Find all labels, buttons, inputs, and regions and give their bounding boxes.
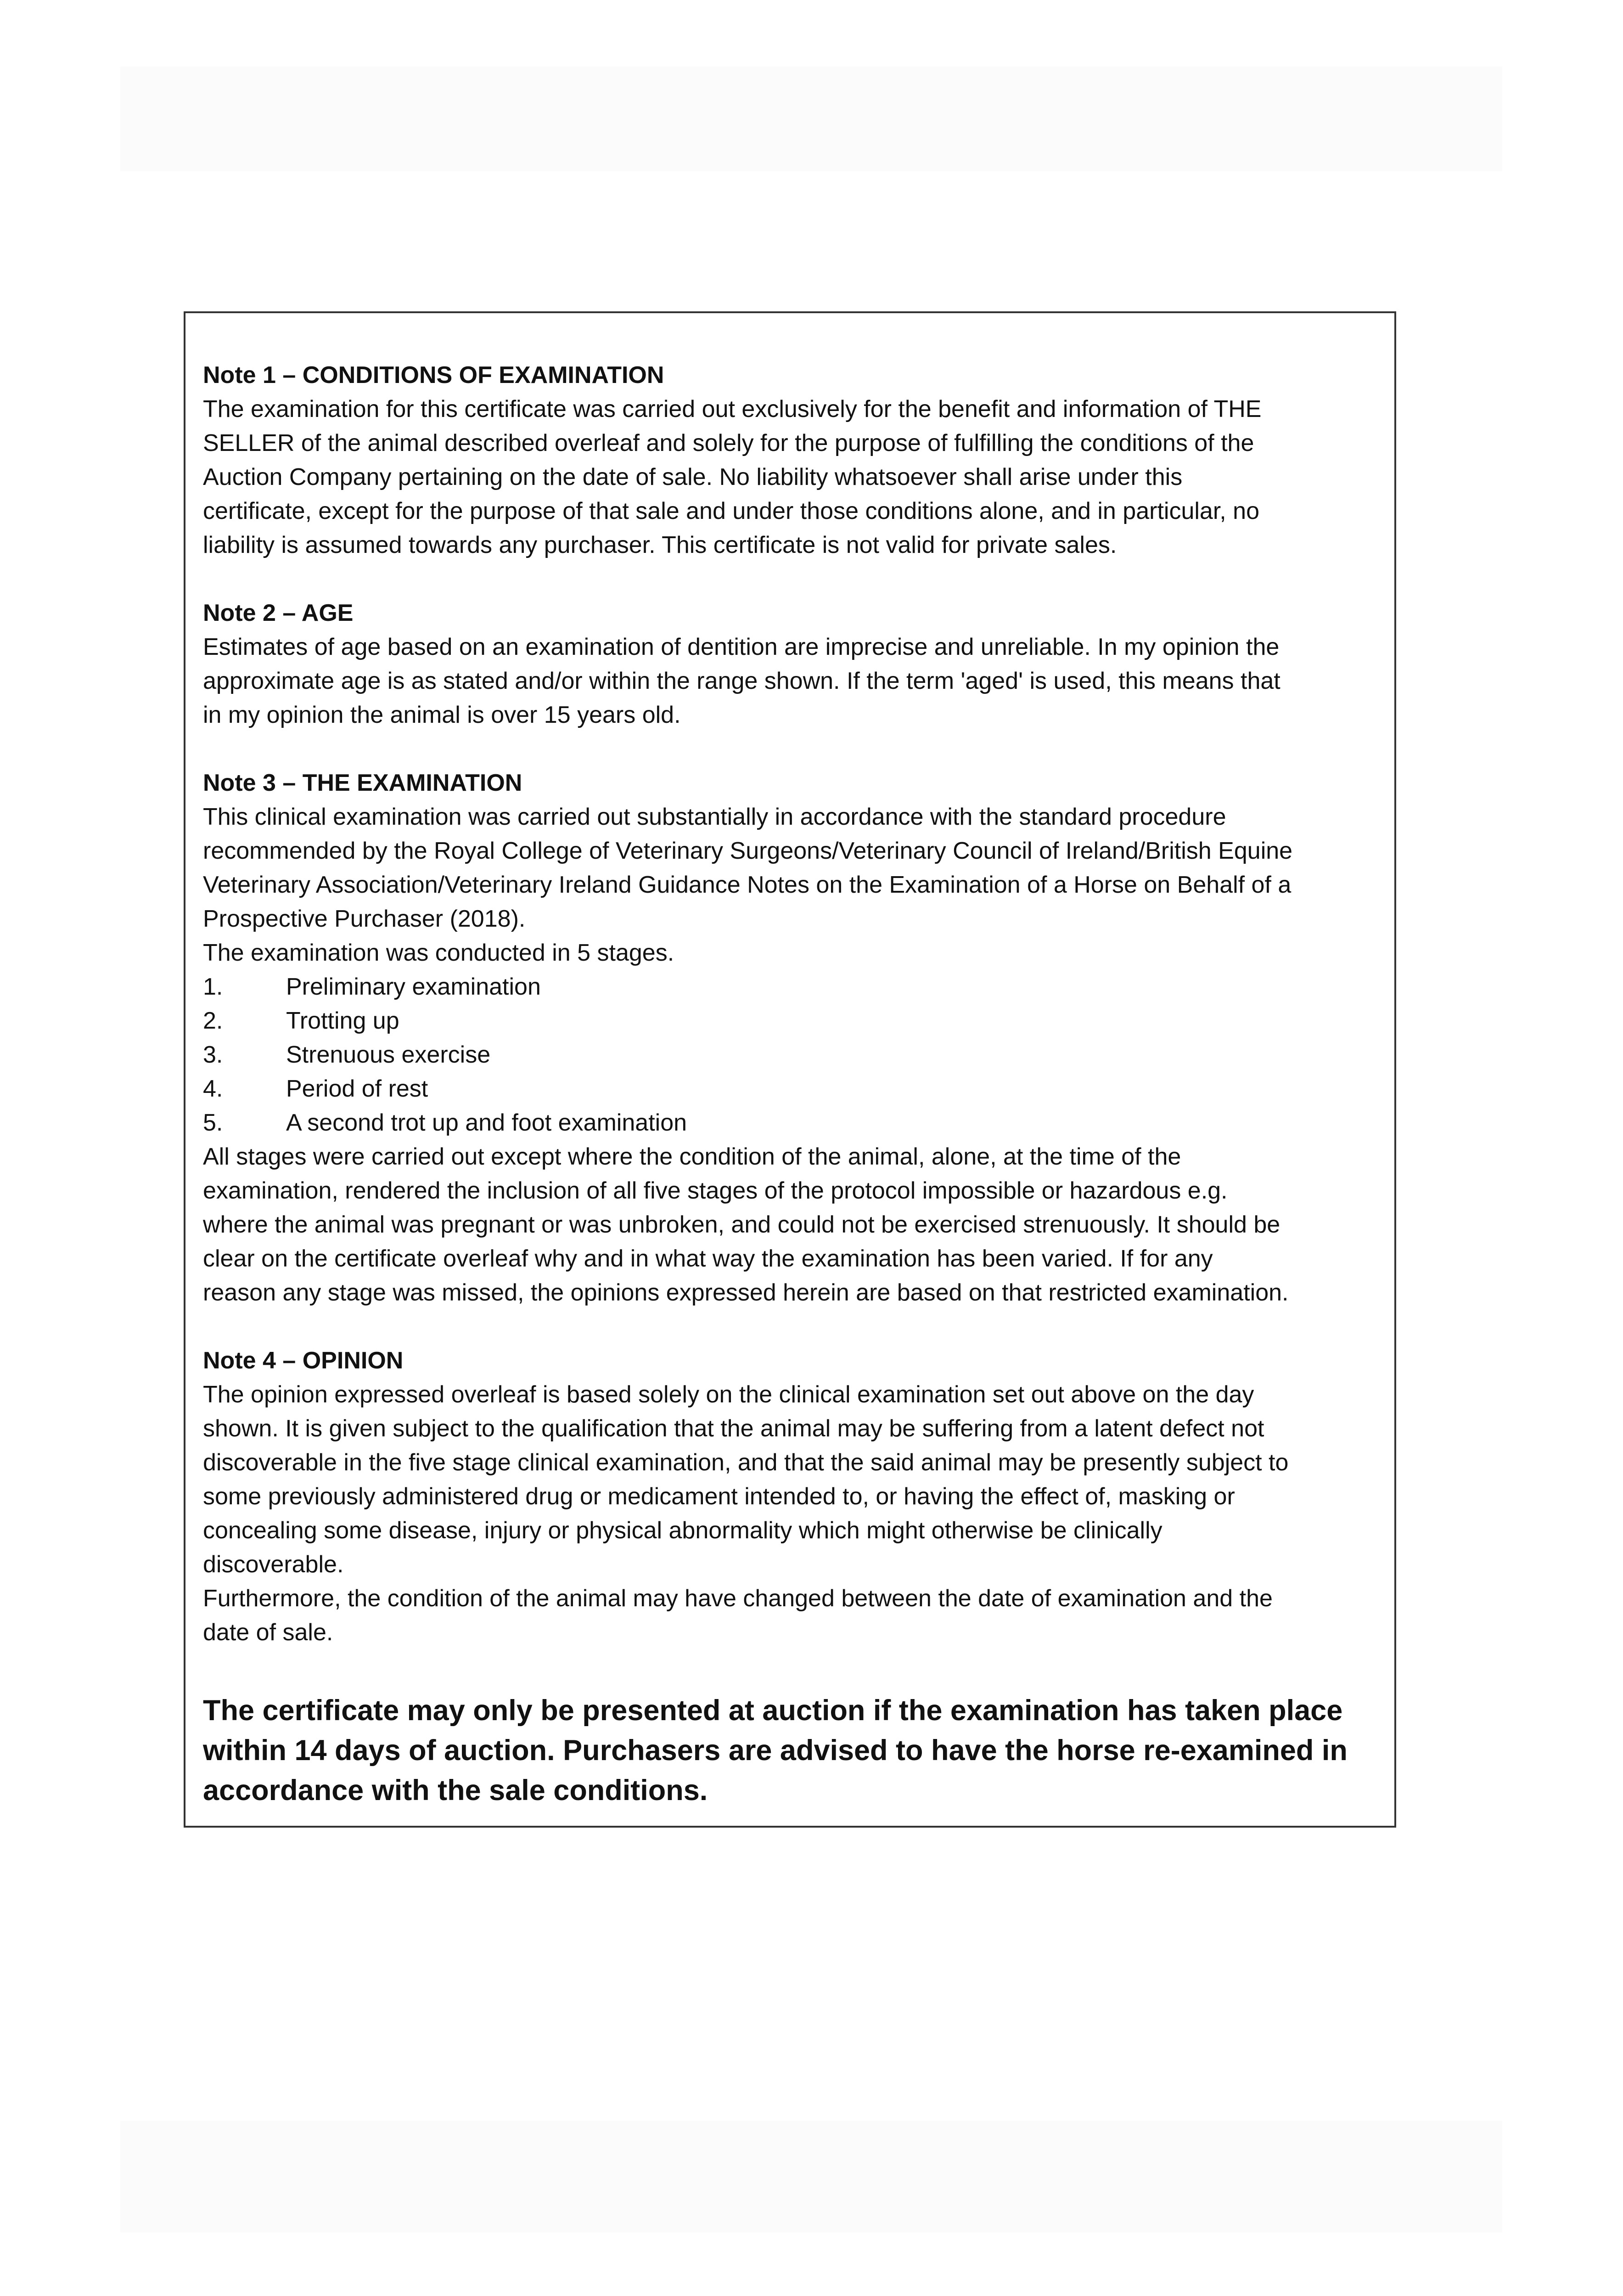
- note-4-line: some previously administered drug or medicament intended to, or having the effect of, masking or: [203, 1483, 1235, 1510]
- note-3-line: examination, rendered the inclusion of all five stages of the protocol impossible or hazardous e.g.: [203, 1177, 1228, 1204]
- note-3-line: where the animal was pregnant or was unbroken, and could not be exercised strenuously. It should be: [203, 1211, 1280, 1238]
- spacer: [203, 562, 1385, 596]
- stage-label: Period of rest: [286, 1075, 428, 1102]
- spacer: [203, 1649, 1385, 1691]
- stage-list-item: [203, 1004, 1385, 1038]
- note-3-line: recommended by the Royal College of Veterinary Surgeons/Veterinary Council of Ireland/British Equine: [203, 838, 1293, 864]
- stage-list-item: [203, 1038, 1385, 1072]
- note-3-line: The examination was conducted in 5 stages.: [203, 940, 674, 966]
- note-4-line: shown. It is given subject to the qualification that the animal may be suffering from a latent defect not: [203, 1415, 1264, 1442]
- spacer: [203, 732, 1385, 766]
- note-4-heading: Note 4 – OPINION: [203, 1347, 404, 1374]
- note-3-line: All stages were carried out except where the condition of the animal, alone, at the time of the: [203, 1143, 1181, 1170]
- note-1-line: The examination for this certificate was carried out exclusively for the benefit and information of THE: [203, 396, 1262, 422]
- note-3-line: Veterinary Association/Veterinary Ireland Guidance Notes on the Examination of a Horse on Behalf of a: [203, 872, 1292, 898]
- stage-list-item: [203, 970, 1385, 1004]
- stage-number: 1.: [203, 974, 223, 1000]
- note-3-line: clear on the certificate overleaf why and in what way the examination has been varied. If for any: [203, 1245, 1213, 1272]
- note-1-heading: Note 1 – CONDITIONS OF EXAMINATION: [203, 362, 664, 388]
- note-1-line: liability is assumed towards any purchaser. This certificate is not valid for private sales.: [203, 532, 1117, 558]
- note-2-line: in my opinion the animal is over 15 years old.: [203, 702, 681, 728]
- note-4-line: The opinion expressed overleaf is based solely on the clinical examination set out above on the day: [203, 1381, 1254, 1408]
- final-statement-line: The certificate may only be presented at auction if the examination has taken place: [203, 1694, 1343, 1727]
- note-4-line: discoverable in the five stage clinical examination, and that the said animal may be presently subject to: [203, 1449, 1289, 1476]
- note-2-heading: Note 2 – AGE: [203, 600, 354, 626]
- note-1-line: Auction Company pertaining on the date of sale. No liability whatsoever shall arise under this: [203, 464, 1183, 490]
- stage-label: A second trot up and foot examination: [286, 1109, 687, 1136]
- note-1-line: certificate, except for the purpose of that sale and under those conditions alone, and in particular, no: [203, 498, 1260, 524]
- stage-label: Trotting up: [286, 1007, 399, 1034]
- note-4-line: Furthermore, the condition of the animal may have changed between the date of examination and the: [203, 1585, 1273, 1612]
- final-statement-line: within 14 days of auction. Purchasers are advised to have the horse re-examined in: [203, 1734, 1348, 1767]
- footer-shaded-area: [120, 2121, 1502, 2233]
- spacer: [203, 1310, 1385, 1344]
- header-shaded-area: [120, 67, 1502, 171]
- conditions-box: [184, 311, 1396, 1828]
- note-4-line: discoverable.: [203, 1551, 344, 1578]
- stage-list-item: [203, 1106, 1385, 1140]
- note-4-line: concealing some disease, injury or physical abnormality which might otherwise be clinically: [203, 1517, 1162, 1544]
- note-3-line: This clinical examination was carried out substantially in accordance with the standard procedure: [203, 804, 1226, 830]
- stage-number: 2.: [203, 1007, 223, 1034]
- conditions-content: [203, 358, 1385, 1811]
- stage-list-item: [203, 1072, 1385, 1106]
- note-3-heading: Note 3 – THE EXAMINATION: [203, 770, 522, 796]
- note-1-line: SELLER of the animal described overleaf and solely for the purpose of fulfilling the conditions of the: [203, 430, 1254, 456]
- note-3-line: reason any stage was missed, the opinions expressed herein are based on that restricted examination.: [203, 1279, 1289, 1306]
- note-2-line: approximate age is as stated and/or within the range shown. If the term 'aged' is used, this means that: [203, 668, 1280, 694]
- stage-number: 5.: [203, 1109, 223, 1136]
- stage-number: 3.: [203, 1041, 223, 1068]
- note-4-line: date of sale.: [203, 1619, 333, 1646]
- stage-label: Strenuous exercise: [286, 1041, 491, 1068]
- stage-number: 4.: [203, 1075, 223, 1102]
- note-3-line: Prospective Purchaser (2018).: [203, 906, 526, 932]
- final-statement-line: accordance with the sale conditions.: [203, 1774, 708, 1806]
- note-2-line: Estimates of age based on an examination of dentition are imprecise and unreliable. In my opinion the: [203, 634, 1280, 660]
- stage-label: Preliminary examination: [286, 974, 541, 1000]
